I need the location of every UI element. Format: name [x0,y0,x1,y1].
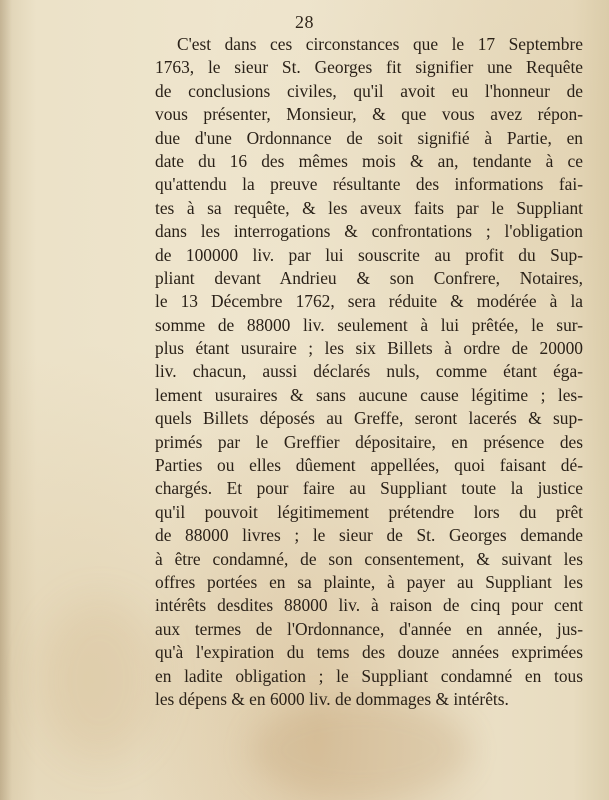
paper-stain [40,600,160,760]
text-line: de 88000 livres ; le sieur de St. Georges demande [155,525,583,546]
text-line: vous présenter, Monsieur, & que vous avez répon- [155,104,583,125]
text-line: lement usuraires & sans aucune cause légitime ; les- [155,384,583,405]
text-line: primés par le Greffier dépositaire, en présence des [155,431,583,452]
text-line: le 13 Décembre 1762, sera réduite & modérée à la [155,291,583,312]
text-line: 1763, le sieur St. Georges fit signifier une Requête [155,57,583,78]
text-line: date du 16 des mêmes mois & an, tendante à ce [155,150,583,171]
text-line: qu'il pouvoit légitimement prétendre lors du prêt [155,501,583,522]
text-line: de 100000 liv. par lui souscrite au profit du Sup- [155,244,583,265]
text-line: somme de 88000 liv. seulement à lui prêtée, le sur- [155,314,583,335]
text-line: aux termes de l'Ordonnance, d'année en année, jus- [155,618,583,639]
text-line: de conclusions civiles, qu'il avoit eu l'honneur de [155,80,583,101]
text-line: les dépens & en 6000 liv. de dommages & intérêts. [155,688,509,709]
text-line: offres portées en sa plainte, à payer au Suppliant les [155,571,583,592]
text-line: Parties ou elles dûement appellées, quoi faisant dé- [155,455,583,476]
page-number: 28 [295,12,314,32]
text-line: qu'à l'expiration du tems des douze années exprimées [155,642,583,663]
text-line: à être condamné, de son consentement, & suivant les [155,548,583,569]
text-line: C'est dans ces circonstances que le 17 Septembre [177,34,583,54]
body-text [155,33,583,711]
text-line: tes à sa requête, & les aveux faits par le Suppliant [155,197,583,218]
text-line: qu'attendu la preuve résultante des informations fai- [155,174,583,195]
text-line: dans les interrogations & confrontations ; l'obligation [155,221,583,242]
text-line: en ladite obligation ; le Suppliant condamné en tous [155,665,583,686]
text-line: intérêts desdites 88000 liv. à raison de cinq pour cent [155,595,583,616]
binding-shadow [0,0,12,800]
text-line: quels Billets déposés au Greffe, seront lacerés & sup- [155,408,583,429]
text-line: liv. chacun, aussi déclarés nuls, comme étant éga- [155,361,583,382]
text-line: plus étant usuraire ; les six Billets à ordre de 20000 [155,338,583,359]
paper-stain [250,700,470,800]
text-line: chargés. Et pour faire au Suppliant toute la justice [155,478,583,499]
text-line: pliant devant Andrieu & son Confrere, Notaires, [155,267,583,288]
text-line: due d'une Ordonnance de soit signifié à Partie, en [155,127,583,148]
